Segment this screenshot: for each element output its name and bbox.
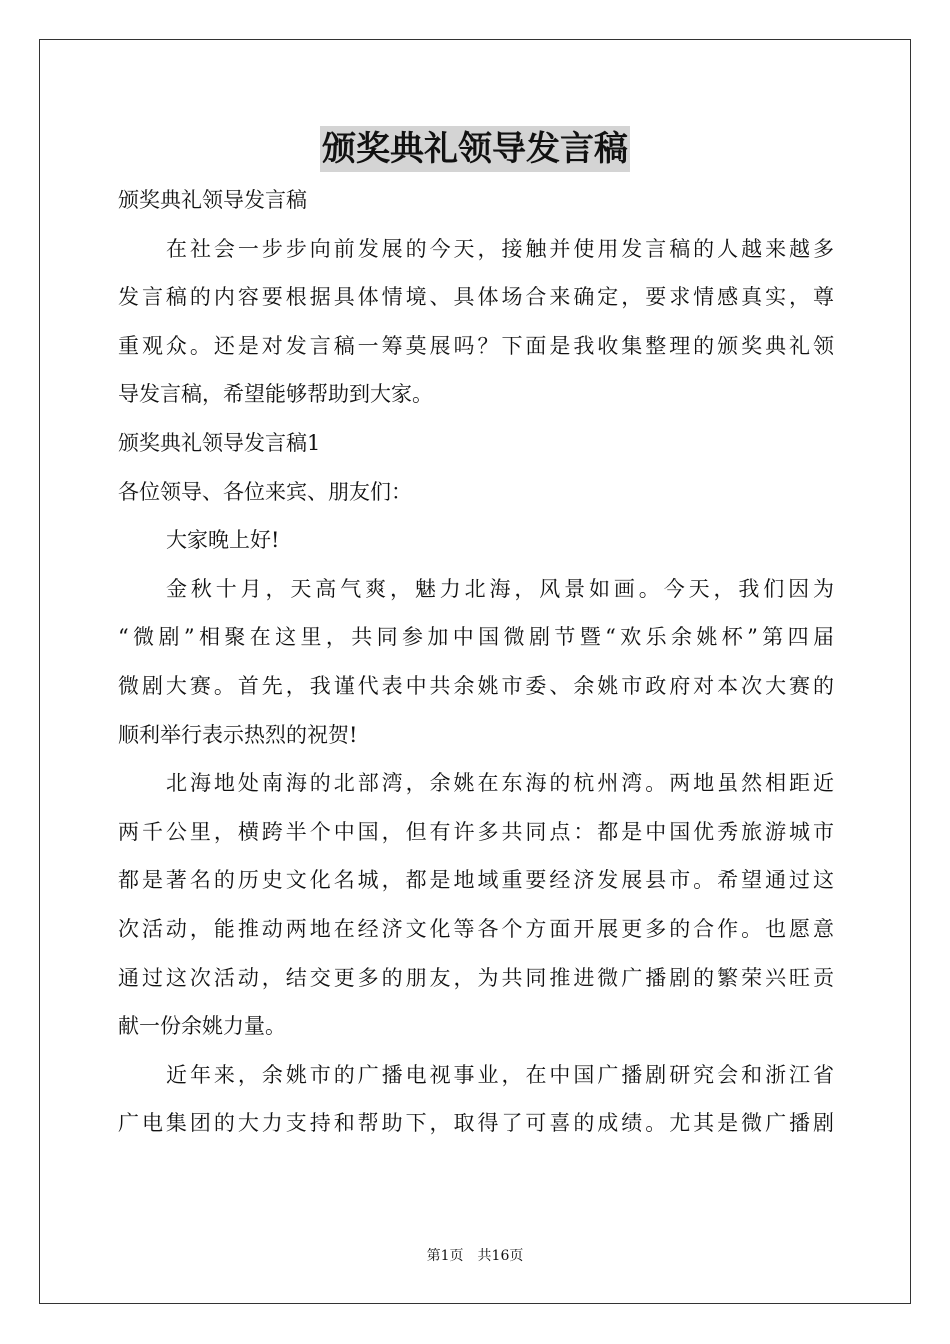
body-line: 顺利举行表示热烈的祝贺!	[118, 722, 358, 747]
body-line: 广电集团的大力支持和帮助下，取得了可喜的成绩。尤其是微广播剧	[118, 1111, 834, 1136]
body-line: 颁奖典礼领导发言稿	[118, 188, 307, 212]
body-line: 微剧大赛。首先，我谨代表中共余姚市委、余姚市政府对本次大赛的	[118, 673, 834, 698]
title-container	[0, 126, 950, 172]
body-line: 金秋十月，天高气爽，魅力北海，风景如画。今天，我们因为	[166, 576, 834, 601]
body-line: 都是著名的历史文化名城，都是地域重要经济发展县市。希望通过这	[118, 868, 834, 893]
body-line: “微剧”相聚在这里，共同参加中国微剧节暨“欢乐余姚杯”第四届	[118, 625, 834, 650]
page-total: 共16页	[477, 1248, 524, 1264]
salutation: 各位领导、各位来宾、朋友们：	[118, 479, 412, 504]
body-line: 献一份余姚力量。	[118, 1014, 286, 1039]
body-line: 重观众。还是对发言稿一筹莫展吗？下面是我收集整理的颁奖典礼领	[118, 333, 834, 358]
body-line: 在社会一步步向前发展的今天，接触并使用发言稿的人越来越多	[166, 236, 834, 261]
body-line: 近年来，余姚市的广播电视事业，在中国广播剧研究会和浙江省	[166, 1062, 834, 1087]
body-line: 两千公里，横跨半个中国，但有许多共同点：都是中国优秀旅游城市	[118, 819, 834, 844]
document-title: 颁奖典礼领导发言稿	[320, 126, 630, 172]
body-line: 通过这次活动，结交更多的朋友，为共同推进微广播剧的繁荣兴旺贡	[118, 965, 834, 990]
document-body	[118, 176, 834, 1148]
body-line: 次活动，能推动两地在经济文化等各个方面开展更多的合作。也愿意	[118, 916, 834, 941]
body-line: 导发言稿，希望能够帮助到大家。	[118, 382, 433, 407]
body-line: 北海地处南海的北部湾，余姚在东海的杭州湾。两地虽然相距近	[166, 771, 834, 796]
greeting: 大家晚上好!	[166, 528, 280, 553]
section-heading: 颁奖典礼领导发言稿1	[118, 430, 321, 455]
page-number: 第1页	[426, 1248, 464, 1264]
body-line: 发言稿的内容要根据具体情境、具体场合来确定，要求情感真实，尊	[118, 285, 834, 310]
page-footer	[0, 1246, 950, 1266]
